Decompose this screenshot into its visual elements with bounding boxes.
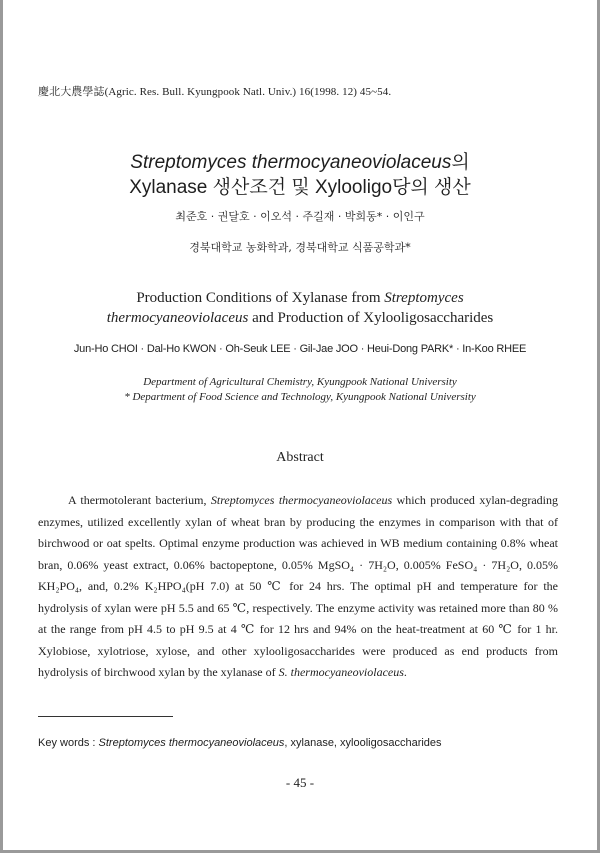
abstract-species: Streptomyces thermocyaneoviolaceus [210,493,393,507]
affiliation-2: * Department of Food Science and Technology, Kyungpook National University [124,391,476,403]
keywords [38,737,442,749]
korean-title-line2: Xylanase 생산조건 및 Xylooligo당의 생산 [129,177,471,198]
korean-authors: 최준호 · 권달호 · 이오석 · 주길재 · 박희동* · 이인구 [175,210,425,223]
english-title-species-genus: Streptomyces [384,290,464,306]
abstract-paragraph [38,490,558,684]
affiliation-1: Department of Agricultural Chemistry, Kyungpook National University [143,376,457,388]
korean-title-species: Streptomyces thermocyaneoviolaceus [130,152,452,173]
footnote-divider [38,716,173,717]
keywords-label: Key words : [38,737,99,749]
korean-title-particle: 의 [451,152,470,173]
abstract-body [38,490,558,684]
english-title-line1 [0,290,600,307]
english-title-line2 [0,310,600,327]
abstract-text-1: A thermotolerant bacterium, [68,493,211,507]
abstract-heading: Abstract [276,450,324,465]
english-title-prefix: Production Conditions of Xylanase from [136,290,385,306]
keywords-species: Streptomyces thermocyaneoviolaceus [98,737,285,749]
english-title-species-epithet: thermocyaneoviolaceus [106,310,249,326]
english-title-suffix: and Production of Xylooligosaccharides [248,310,494,326]
keywords-rest: , xylanase, xylooligosaccharides [284,737,442,749]
scan-edge-left [0,0,3,853]
abstract-text-2: which produced xylan-degrading enzymes, utilized excellently xylan of wheat bran by producing the enzymes in comparison with that of birchwood or oat spelts. Optimal enzyme production was achieved in WB medium containing 0.8% wheat bran, 0.06% yeast extract, 0.06% bactopeptone, 0.05% MgSO₄ · 7H₂O, 0.005% FeSO₄ · 7H₂O, 0.05% KH₂PO₄, and, 0.2% K₂HPO₄(pH 7.0) at 50 ℃ for 24 hrs. The optimal pH and temperature for the hydrolysis of xylan were pH 5.5 and 65 ℃, respectively. The enzyme activity was retained more than 80 % at the range from pH 4.5 to pH 9.5 at 4 ℃ for 12 hrs and 94% on the heat-treatment at 60 ℃ for 1 hr. Xylobiose, xylotriose, xylose, and other xylooligosaccharides were produced as end products from hydrolysis of birchwood xylan by the xylanase of [38,493,558,679]
journal-citation: 慶北大農學誌(Agric. Res. Bull. Kyungpook Natl. Univ.) 16(1998. 12) 45~54. [38,86,392,98]
english-authors: Jun-Ho CHOI · Dal-Ho KWON · Oh-Seuk LEE · Gil-Jae JOO · Heui-Dong PARK* · In-Koo RHEE [73,343,527,355]
page-number: - 45 - [285,775,315,790]
korean-title-line1 [0,147,600,174]
korean-affiliation: 경북대학교 농화학과, 경북대학교 식품공학과* [189,241,411,254]
abstract-text-3: . [403,665,407,679]
abstract-species-short: S. thermocyaneoviolaceus [278,665,404,679]
